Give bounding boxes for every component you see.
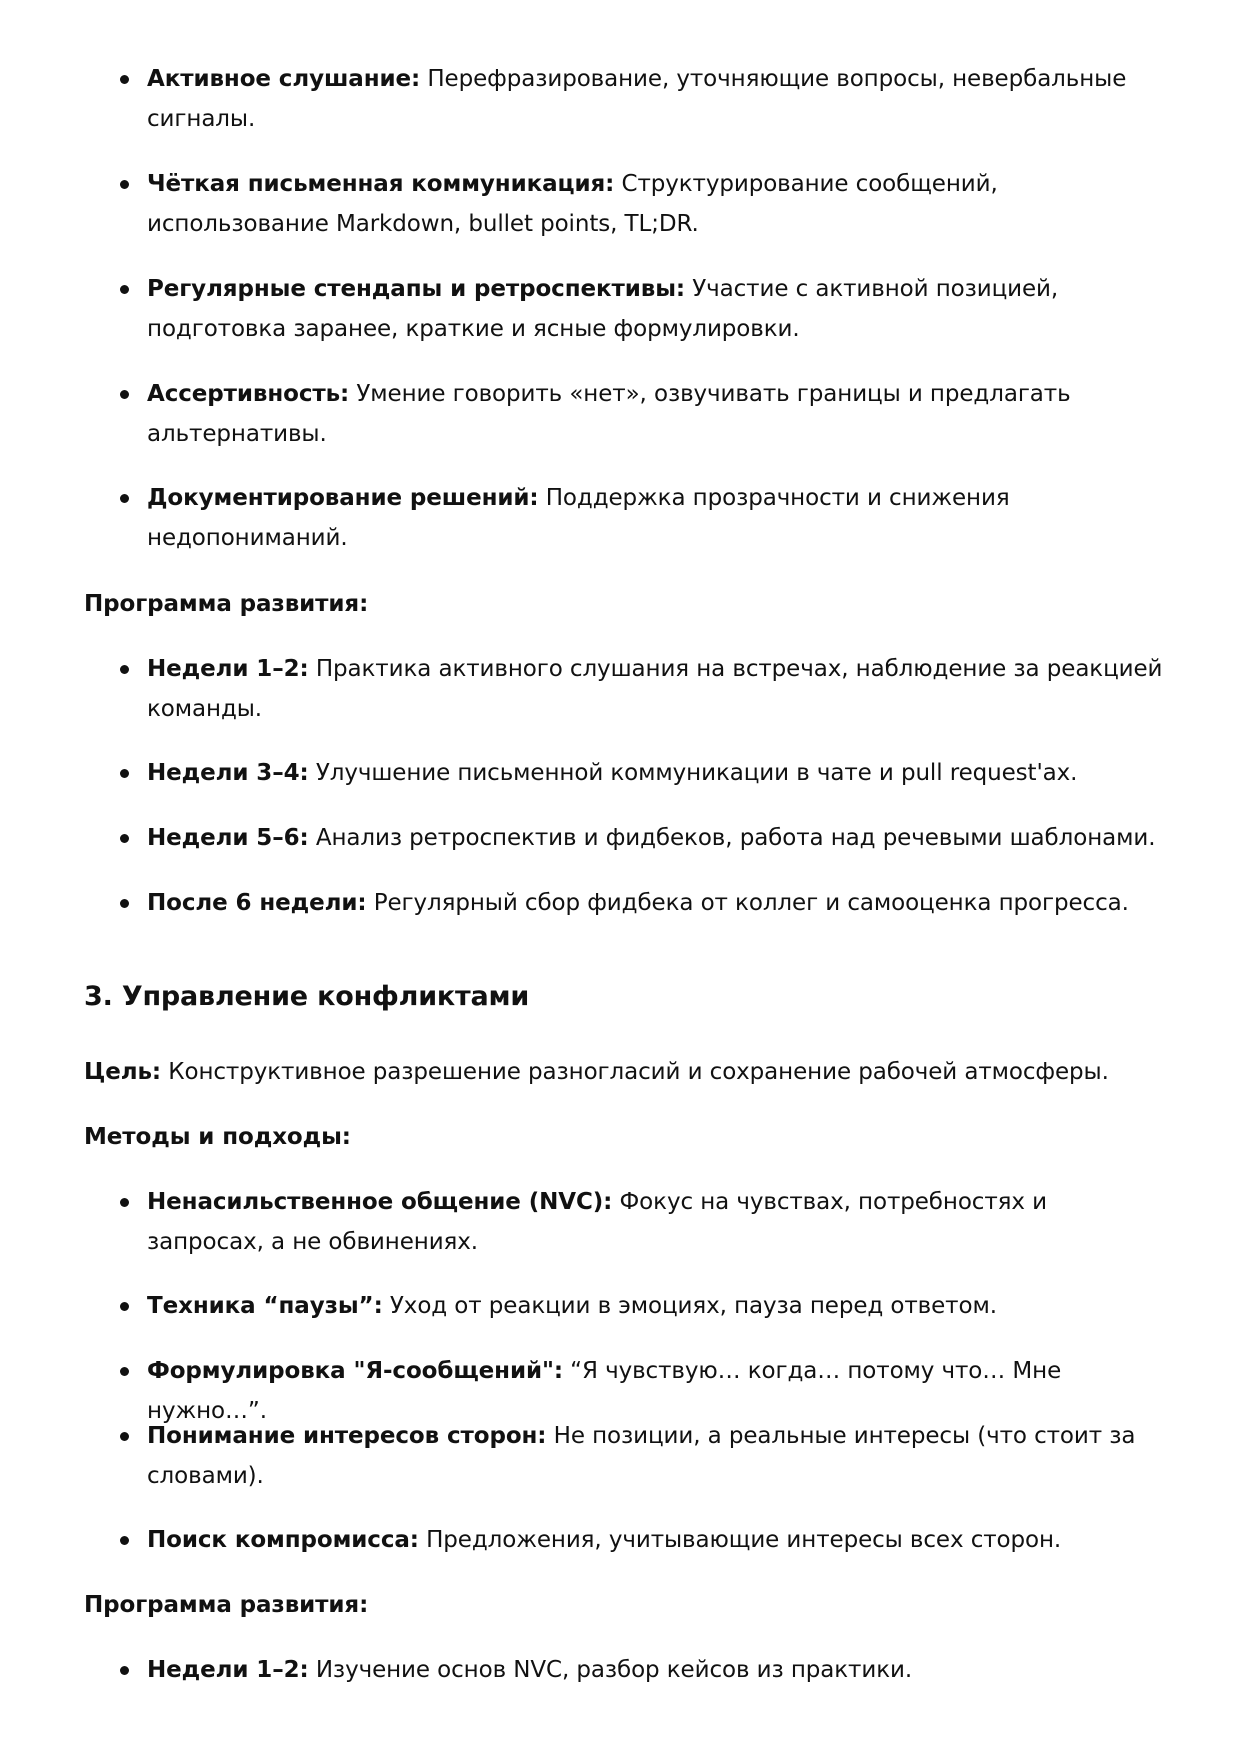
item-description: Перефразирование, уточняющие вопросы, невербальные сигналы. xyxy=(147,66,1127,132)
bullet-icon xyxy=(120,1302,129,1311)
item-term: Техника “паузы”: xyxy=(147,1293,383,1319)
bullet-icon xyxy=(120,494,129,503)
item-description: Анализ ретроспектив и фидбеков, работа над речевыми шаблонами. xyxy=(315,825,1156,851)
goal-text: Конструктивное разрешение разногласий и сохранение рабочей атмосферы. xyxy=(168,1059,1109,1085)
item-description: Регулярный сбор фидбека от коллег и самооценка прогресса. xyxy=(373,890,1129,916)
goal-paragraph xyxy=(84,1052,1164,1092)
list-item xyxy=(147,164,1167,244)
list-item xyxy=(147,478,1167,558)
list-item xyxy=(147,883,1167,923)
item-term: Чёткая письменная коммуникация: xyxy=(147,171,615,197)
bullet-icon xyxy=(120,1666,129,1675)
list-item xyxy=(147,374,1167,454)
bullet-icon xyxy=(120,899,129,908)
item-term: Недели 1–2: xyxy=(147,1657,309,1683)
bullet-icon xyxy=(120,1536,129,1545)
item-description: Не позиции, а реальные интересы (что стоит за словами). xyxy=(147,1423,1136,1489)
list-item xyxy=(147,818,1167,858)
item-description: Структурирование сообщений, использование Markdown, bullet points, TL;DR. xyxy=(147,171,998,237)
item-term: Поиск компромисса: xyxy=(147,1527,419,1553)
item-description: Предложения, учитывающие интересы всех сторон. xyxy=(426,1527,1062,1553)
bullet-icon xyxy=(120,1367,129,1376)
bullet-icon xyxy=(120,390,129,399)
program-label: Программа развития: xyxy=(84,1592,369,1618)
bullet-icon xyxy=(120,1432,129,1441)
goal-label: Цель: xyxy=(84,1059,162,1085)
item-term: Недели 1–2: xyxy=(147,656,309,682)
bullet-icon xyxy=(120,834,129,843)
list-item xyxy=(147,59,1167,139)
item-term: Понимание интересов сторон: xyxy=(147,1423,547,1449)
item-term: Формулировка "Я-сообщений": xyxy=(147,1358,563,1384)
item-term: Недели 5–6: xyxy=(147,825,309,851)
item-description: Фокус на чувствах, потребностях и запросах, а не обвинениях. xyxy=(147,1189,1047,1255)
section-heading: 3. Управление конфликтами xyxy=(84,981,530,1012)
list-item xyxy=(147,649,1167,729)
item-description: Изучение основ NVC, разбор кейсов из практики. xyxy=(315,1657,913,1683)
program-label: Программа развития: xyxy=(84,591,369,617)
item-description: Практика активного слушания на встречах, наблюдение за реакцией команды. xyxy=(147,656,1163,722)
item-term: Недели 3–4: xyxy=(147,760,309,786)
item-term: Ассертивность: xyxy=(147,381,350,407)
list-item xyxy=(147,1286,1167,1326)
bullet-icon xyxy=(120,180,129,189)
item-term: Регулярные стендапы и ретроспективы: xyxy=(147,276,686,302)
item-description: Улучшение письменной коммуникации в чате и pull request'ах. xyxy=(315,760,1078,786)
list-item xyxy=(147,1650,1167,1690)
list-item xyxy=(147,753,1167,793)
item-description: Уход от реакции в эмоциях, пауза перед ответом. xyxy=(389,1293,997,1319)
item-term: Документирование решений: xyxy=(147,485,539,511)
bullet-icon xyxy=(120,769,129,778)
bullet-icon xyxy=(120,285,129,294)
list-item xyxy=(147,1416,1167,1496)
bullet-icon xyxy=(120,1198,129,1207)
list-item xyxy=(147,1182,1167,1262)
item-term: Активное слушание: xyxy=(147,66,421,92)
methods-label: Методы и подходы: xyxy=(84,1124,351,1150)
item-term: После 6 недели: xyxy=(147,890,367,916)
item-description: Поддержка прозрачности и снижения недопониманий. xyxy=(147,485,1010,551)
item-term: Ненасильственное общение (NVC): xyxy=(147,1189,613,1215)
item-description: Умение говорить «нет», озвучивать границы и предлагать альтернативы. xyxy=(147,381,1071,447)
bullet-icon xyxy=(120,75,129,84)
list-item xyxy=(147,269,1167,349)
list-item xyxy=(147,1520,1167,1560)
item-description: “Я чувствую… когда… потому что… Мне нужно…”. xyxy=(147,1358,1062,1424)
item-description: Участие с активной позицией, подготовка заранее, краткие и ясные формулировки. xyxy=(147,276,1059,342)
bullet-icon xyxy=(120,665,129,674)
